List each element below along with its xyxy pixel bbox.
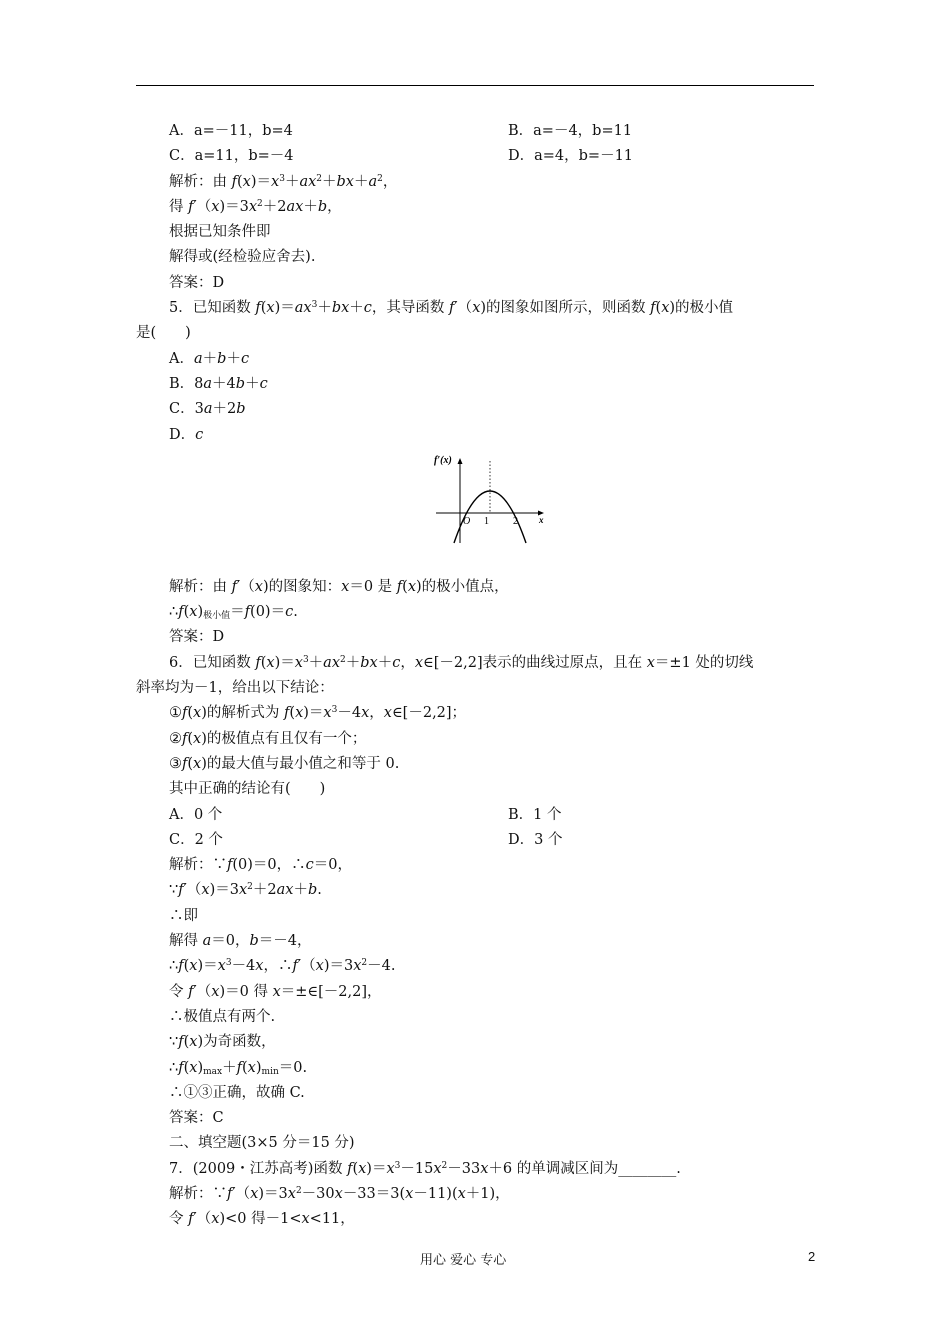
choice-option: D．3 个 xyxy=(508,831,563,848)
text-line: B．8a＋4b＋c xyxy=(169,375,268,392)
text-line: 得 $f'(x)=3x^2+2ax+b$， xyxy=(169,198,342,215)
text-line: D．c xyxy=(169,426,204,443)
choice-option: C．a=11，b=－4 xyxy=(169,148,294,165)
text-line: 解得 a＝0，b＝－4， xyxy=(169,933,312,950)
text-line: 解得或(经检验应舍去). xyxy=(169,249,316,266)
derivative-graph-svg xyxy=(430,447,554,547)
origin-label: O xyxy=(463,516,471,527)
document-body xyxy=(136,119,816,1233)
text-line: ①f(x)的解析式为 $f(x)=x^3-4x$，x∈[－2,2]； xyxy=(169,705,467,722)
text-line: $\therefore f(x)=x^3-4x$，$\therefore f'(x)=3x^2-4$. xyxy=(169,958,396,975)
header-rule xyxy=(136,85,814,86)
text-line: 5．已知函数 $f(x)=ax^3+bx+c$，其导函数 f′（x)的图象如图所示，则函数 f(x)的极小值 xyxy=(169,300,734,317)
text-line: 解析：由 $f(x)=x^3+ax^2+bx+a^2$， xyxy=(169,173,398,190)
text-line: 令 f′（x)<0 得－1<x<11， xyxy=(169,1211,355,1228)
text-line: 解析：$\because f'(x)=3x^2-30x-33=3(x-11)(x+1)$， xyxy=(169,1185,510,1202)
choice-row xyxy=(136,144,816,169)
tick-label-1: 1 xyxy=(484,516,489,527)
text-line: ∵f(x)为奇函数， xyxy=(169,1034,276,1051)
text-line: 其中正确的结论有( ) xyxy=(169,781,326,798)
choice-option: D．a=4，b=－11 xyxy=(508,148,634,165)
choice-row xyxy=(136,828,816,853)
text-line: 是( ) xyxy=(136,325,191,342)
text-line: 令 f′（x)＝0 得 x＝±∈[－2,2]， xyxy=(169,983,382,1000)
text-line: ∴①③正确，故确 C. xyxy=(169,1084,305,1101)
text-line: 答案：C xyxy=(169,1110,224,1127)
text-line: 二、填空题(3×5 分＝15 分) xyxy=(169,1135,355,1152)
x-axis-label: x xyxy=(539,515,544,525)
text-line: 答案：D xyxy=(169,629,225,646)
text-line: 6．已知函数 $f(x)=x^3+ax^2+bx+c$，x∈[－2,2]表示的曲线过原点，且在 x＝±1 处的切线 xyxy=(169,654,754,671)
y-axis-label: f′(x) xyxy=(434,455,452,466)
text-line: C．3a＋2b xyxy=(169,401,246,418)
text-line: ③f(x)的最大值与最小值之和等于 0. xyxy=(169,755,400,772)
choice-option: A．0 个 xyxy=(169,806,223,823)
page-number: 2 xyxy=(808,1249,816,1264)
footer-slogan: 用心 爱心 专心 xyxy=(420,1253,507,1268)
text-line: ②f(x)的极值点有且仅有一个； xyxy=(169,730,367,747)
choice-row xyxy=(136,119,816,144)
text-line: 解析：由 f′（x)的图象知：x＝0 是 f(x)的极小值点， xyxy=(169,578,509,595)
text-line: 解析：∵f(0)＝0，∴c＝0， xyxy=(169,857,352,874)
text-line: ∴极值点有两个. xyxy=(169,1008,276,1025)
choice-option: B．1 个 xyxy=(508,806,562,823)
tick-label-2: 2 xyxy=(513,516,518,527)
derivative-graph xyxy=(430,447,554,547)
choice-option: A．a=－11，b=4 xyxy=(169,123,293,139)
choice-row xyxy=(136,803,816,828)
text-line: ∴即 xyxy=(169,907,198,924)
text-line: 根据已知条件即 xyxy=(169,224,271,241)
text-line: 答案：D xyxy=(169,274,225,291)
text-line: $\therefore f(x)_{极小值}=f(0)=c$. xyxy=(169,604,298,622)
choice-option: B．a=－4，b=11 xyxy=(508,123,633,139)
text-line: 斜率均为－1，给出以下结论： xyxy=(136,680,334,697)
text-line: $\because f'(x)=3x^2+2ax+b$. xyxy=(169,882,322,899)
text-line: 7．(2009・江苏高考)函数 $f(x)=x^3-15x^2-33x+6$ 的单调减区间为________. xyxy=(169,1160,681,1177)
text-line: A．a＋b＋c xyxy=(169,350,250,367)
choice-option: C．2 个 xyxy=(169,831,223,848)
text-line: $\therefore f(x)_{max}+f(x)_{min}=0$. xyxy=(169,1059,308,1077)
